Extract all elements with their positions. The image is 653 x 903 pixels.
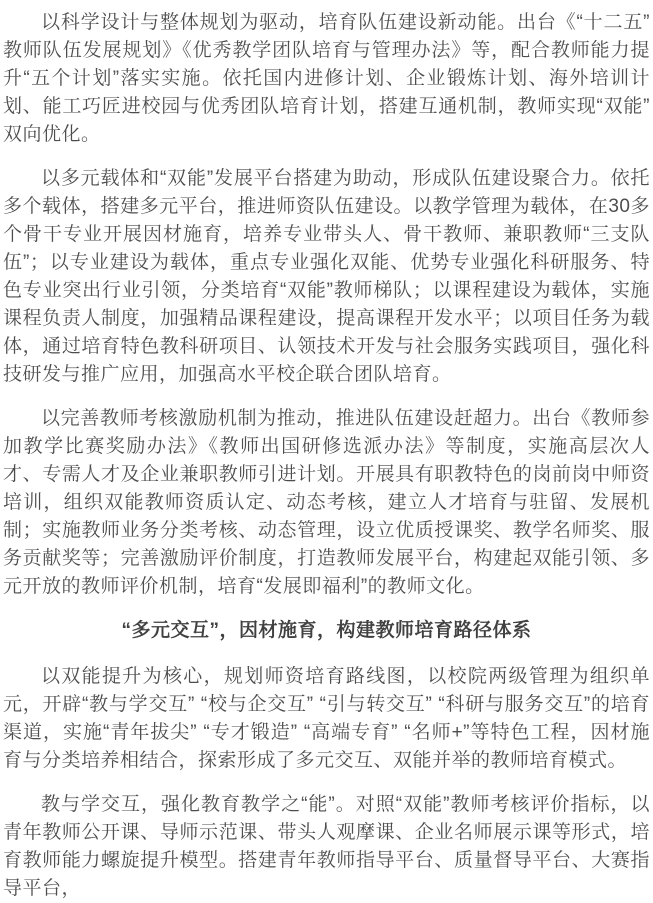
paragraph-multi-carrier-platform: 以多元载体和“双能”发展平台搭建为助动，形成队伍建设聚合力。依托多个载体，搭建多元平台，推进师资队伍建设。以教学管理为载体，在30多个骨干专业开展因材施育，培养专业带头人、骨干教师、兼职教师“三支队伍”；以专业建设为载体，重点专业强化双能、优势专业强化科研服务、特色专业突出行业引领，分类培育“双能”教师梯队；以课程建设为载体，实施课程负责人制度，加强精品课程建设，提高课程开发水平；以项目任务为载体，通过培育特色教科研项目、认领技术开发与社会服务实践项目，强化科技研发与推广应用，加强高水平校企联合团队培育。 (3, 168, 650, 385)
paragraph-assessment-incentive: 以完善教师考核激励机制为推动，推进队伍建设赶超力。出台《教师参加教学比赛奖励办法》《教师出国研修选派办法》等制度，实施高层次人才、专需人才及企业兼职教师引进计划。开展具有职教特色的岗前岗中师资培训，组织双能教师资质认定、动态考核，建立人才培育与驻留、发展机制；实施教师业务分类考核、动态管理，设立优质授课奖、教学名师奖、服务贡献奖等；完善激励评价制度，打造教师发展平台，构建起双能引领、多元开放的教师评价机制，培育“发展即福利”的教师文化。 (3, 408, 650, 597)
paragraph-teaching-learning-interaction: 教与学交互，强化教育教学之“能”。对照“双能”教师考核评价指标，以青年教师公开课、导师示范课、带头人观摩课、企业名师展示课等形式，培育教师能力螺旋提升模型。搭建青年教师指导平台、质量督导平台、大赛指导平台， (3, 794, 650, 899)
paragraph-dual-ability-core: 以双能提升为核心，规划师资培育路线图，以校院两级管理为组织单元，开辟“教与学交互” “校与企交互” “引与转交互” “科研与服务交互”的培育渠道，实施“青年拔尖” “专才锻造” “高端专育” “名师+”等特色工程，因材施育与分类培养相结合，探索形成了多元交互、双能并举的教师培育模式。 (3, 666, 650, 771)
paragraph-science-design-drive: 以科学设计与整体规划为驱动，培育队伍建设新动能。出台《“十二五”教师队伍发展规划》《优秀教学团队培育与管理办法》等，配合教师能力提升“五个计划”落实实施。依托国内进修计划、企业锻炼计划、海外培训计划、能工巧匠进校园与优秀团队培育计划，搭建互通机制，教师实现“双能”双向优化。 (3, 12, 650, 145)
section-heading-multi-interaction: “多元交互”，因材施育，构建教师培育路径体系 (121, 620, 532, 641)
